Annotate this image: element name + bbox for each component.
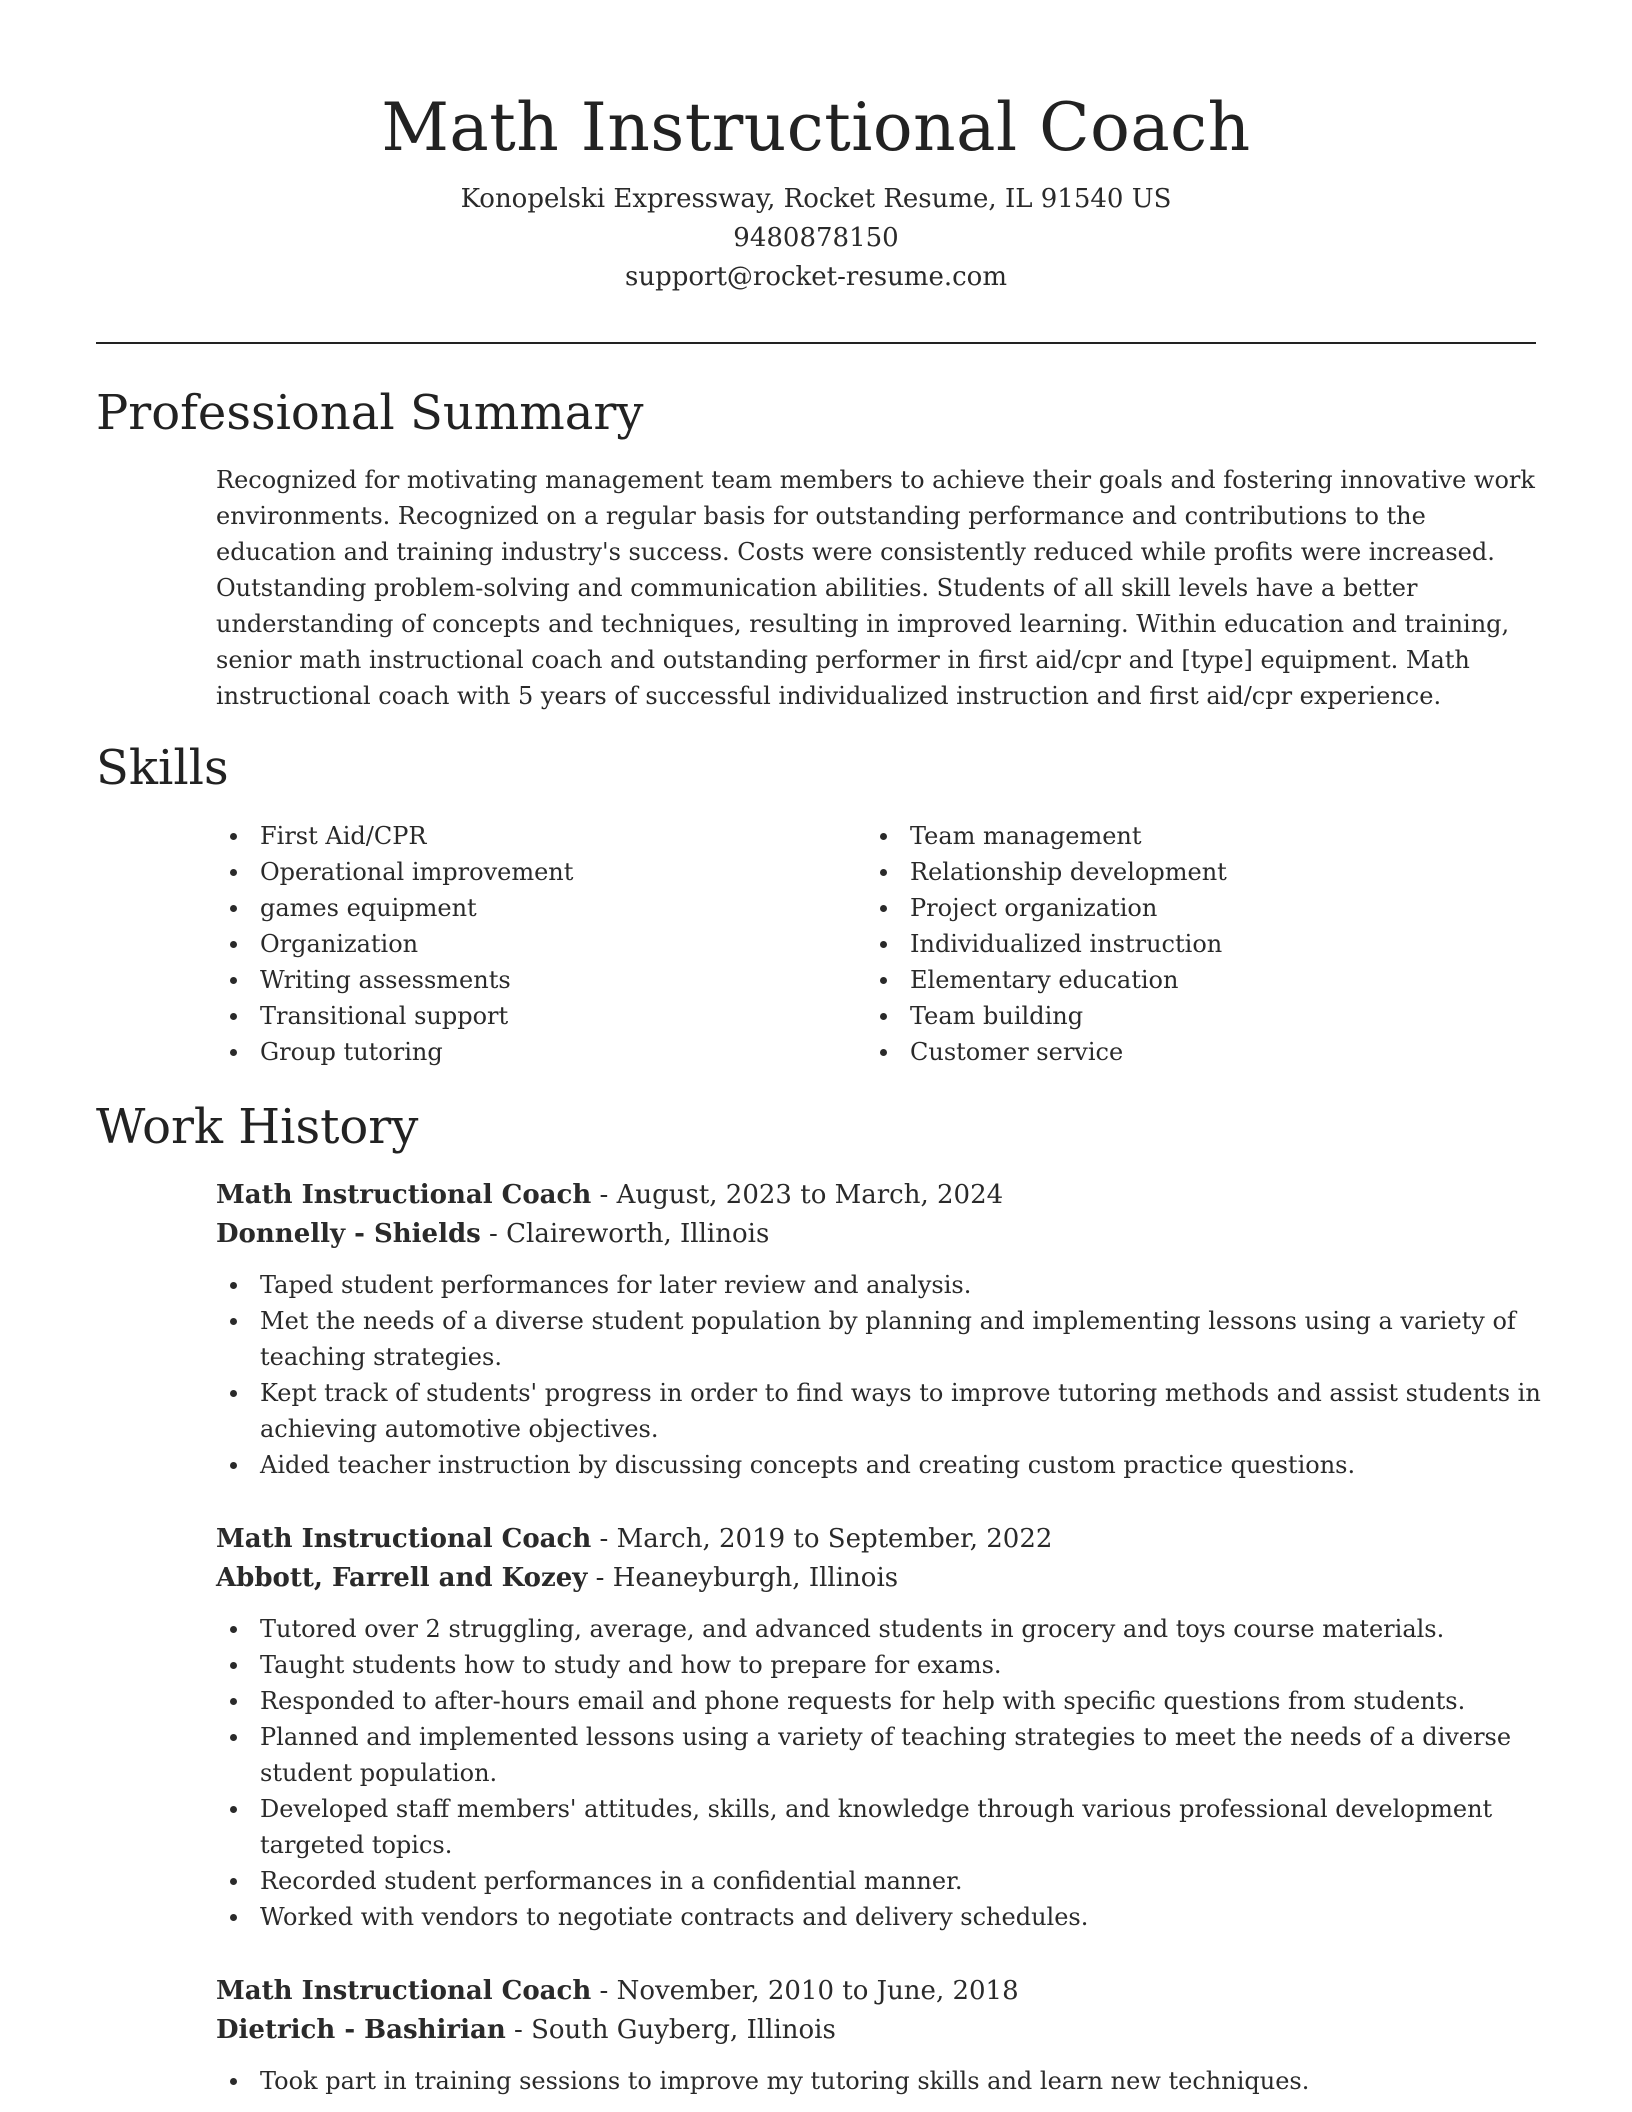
job-title: Math Instructional Coach [216, 1524, 592, 1554]
job-duty: Took part in training sessions to improve my tutoring skills and learn new techniques. [216, 2063, 1546, 2099]
skill-item: Elementary education [866, 962, 1506, 998]
job-duty: Taped student performances for later review and analysis. [216, 1267, 1546, 1303]
job-duty: Developed staff members' attitudes, skills, and knowledge through various professional development targeted topics. [216, 1791, 1546, 1863]
job-duty: Met the needs of a diverse student population by planning and implementing lessons using a variety of teaching strategies. [216, 1303, 1546, 1375]
job-location: - South Guyberg, Illinois [505, 2015, 836, 2045]
skill-item: Relationship development [866, 854, 1506, 890]
header-divider [96, 342, 1536, 344]
job-duties [216, 1611, 1546, 1935]
contact-block [96, 180, 1536, 297]
section-title-skills: Skills [96, 740, 229, 796]
job-title-line [216, 1520, 1546, 1559]
skill-item: Writing assessments [216, 962, 856, 998]
skill-item: Customer service [866, 1034, 1506, 1070]
contact-address: Konopelski Expressway, Rocket Resume, IL 91540 US [460, 184, 1172, 214]
skill-item: Transitional support [216, 998, 856, 1034]
job-duty: Worked with vendors to negotiate contracts and delivery schedules. [216, 1899, 1546, 1935]
job-company-line [216, 2011, 1546, 2050]
job-entry [216, 1520, 1546, 1935]
skill-item: Organization [216, 926, 856, 962]
summary-text: Recognized for motivating management team members to achieve their goals and fostering innovative work environments. Recognized on a regular basis for outstanding performance and contributions to the education and training industry's success. Costs were consistently reduced while profits were increased. Outstanding problem-solving and communication abilities. Students of all skill levels have a better understanding of concepts and techniques, resulting in improved learning. Within education and training, senior math instructional coach and outstanding performer in first aid/cpr and [type] equipment. Math instructional coach with 5 years of successful individualized instruction and first aid/cpr experience. [216, 466, 1535, 710]
resume-name: Math Instructional Coach [381, 89, 1251, 166]
job-dates: - November, 2010 to June, 2018 [591, 1976, 1019, 2006]
job-title-line [216, 1972, 1546, 2011]
skill-item: First Aid/CPR [216, 818, 856, 854]
job-duty: Tutored over 2 struggling, average, and advanced students in grocery and toys course materials. [216, 1611, 1546, 1647]
job-duty: Recorded student performances in a confidential manner. [216, 1863, 1546, 1899]
job-company-line [216, 1215, 1546, 1254]
job-location: - Claireworth, Illinois [480, 1219, 770, 1249]
job-duties [216, 2063, 1546, 2099]
job-dates: - March, 2019 to September, 2022 [591, 1524, 1053, 1554]
job-company: Donnelly - Shields [216, 1219, 481, 1249]
skill-item: Project organization [866, 890, 1506, 926]
job-company-line [216, 1559, 1546, 1598]
job-duty: Taught students how to study and how to prepare for exams. [216, 1647, 1546, 1683]
job-duty: Kept track of students' progress in order to find ways to improve tutoring methods and assist students in achieving automotive objectives. [216, 1375, 1546, 1447]
job-duty: Aided teacher instruction by discussing concepts and creating custom practice questions. [216, 1447, 1546, 1483]
job-company: Abbott, Farrell and Kozey [216, 1563, 588, 1593]
skills-list-right [866, 818, 1506, 1070]
job-title: Math Instructional Coach [216, 1180, 592, 1210]
job-title: Math Instructional Coach [216, 1976, 592, 2006]
job-duties [216, 1267, 1546, 1483]
skill-item: games equipment [216, 890, 856, 926]
job-title-line [216, 1176, 1546, 1215]
job-duty: Planned and implemented lessons using a variety of teaching strategies to meet the needs of a diverse student population. [216, 1719, 1546, 1791]
resume-header [96, 82, 1536, 297]
skills-list-left [216, 818, 856, 1070]
skill-item: Individualized instruction [866, 926, 1506, 962]
skill-item: Team management [866, 818, 1506, 854]
job-location: - Heaneyburgh, Illinois [587, 1563, 899, 1593]
skill-item: Team building [866, 998, 1506, 1034]
skill-item: Group tutoring [216, 1034, 856, 1070]
section-title-summary: Professional Summary [96, 385, 644, 441]
section-title-work-history: Work History [96, 1099, 419, 1155]
job-entry [216, 1176, 1546, 1483]
job-entry [216, 1972, 1546, 2099]
skill-item: Operational improvement [216, 854, 856, 890]
job-dates: - August, 2023 to March, 2024 [591, 1180, 1004, 1210]
contact-phone: 9480878150 [733, 223, 899, 253]
job-duty: Responded to after-hours email and phone requests for help with specific questions from students. [216, 1683, 1546, 1719]
job-company: Dietrich - Bashirian [216, 2015, 506, 2045]
contact-email: support@rocket-resume.com [624, 262, 1007, 292]
